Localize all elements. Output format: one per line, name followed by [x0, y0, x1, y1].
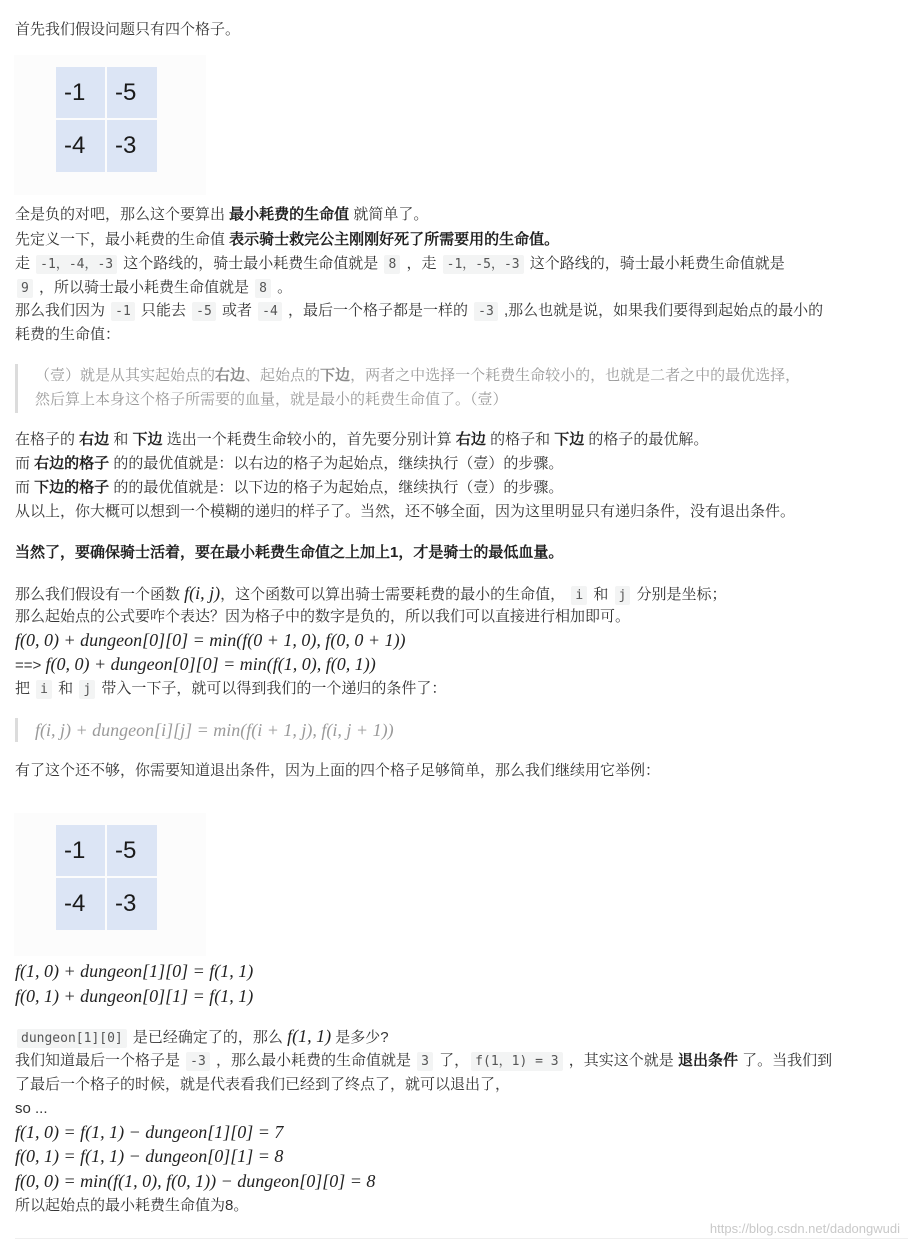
inline-code: f(1，1) = 3	[471, 1052, 562, 1071]
inline-code: 3	[417, 1052, 433, 1071]
bold-text: 右边	[215, 367, 246, 384]
blockquote-recursion-formula	[15, 718, 885, 742]
text-run: 把	[15, 680, 35, 697]
start-formula-intro	[15, 605, 630, 629]
bottom-divider	[15, 1238, 908, 1239]
text-run: 先定义一下，最小耗费的生命值	[15, 231, 230, 248]
dungeon-grid	[56, 825, 157, 930]
bold-text: 最小耗费的生命值	[229, 206, 350, 223]
text-run: ，所以骑士最小耗费生命值就是	[34, 279, 254, 296]
text-run: 了最后一个格子的时候，就是代表看我们已经到了终点了，就可以退出了，	[15, 1076, 511, 1093]
text-run: ,那么也就是说，如果我们要得到起始点的最小的	[499, 302, 824, 319]
grid-cell: -4	[56, 120, 105, 172]
inline-math: f(1, 0) + dungeon[1][0] = f(1, 1)	[15, 961, 254, 981]
text-run: ，走	[402, 255, 441, 272]
inline-code: j	[79, 680, 95, 699]
so-line	[15, 1097, 48, 1121]
text-run: 和	[54, 680, 78, 697]
inline-code: -1，-5，-3	[443, 255, 524, 274]
result-formula-3	[15, 1169, 375, 1193]
inline-math: f(0, 0) + dungeon[0][0] = min(f(1, 0), f(0, 1))	[45, 654, 376, 674]
text-run: ，这个函数可以算出骑士需要耗费的最小的生命值，	[220, 586, 570, 603]
text-run: 是已经确定了的，那么	[128, 1029, 288, 1046]
text-run: 的格子的最优解。	[584, 431, 709, 448]
text-run: 我们知道最后一个格子是	[15, 1052, 185, 1069]
inline-code: -3	[474, 302, 498, 321]
plus-one-note	[15, 541, 563, 565]
text-run: 而	[15, 455, 35, 472]
substitute-line	[15, 677, 446, 701]
inline-code: dungeon[1][0]	[17, 1029, 127, 1048]
route-line-1	[15, 252, 785, 276]
text-run: 和	[109, 431, 133, 448]
text-run: 那么我们假设有一个函数	[15, 586, 185, 603]
text-run: 。	[273, 279, 293, 296]
bold-text: 表示骑士救完公主刚刚好死了所需要用的生命值。	[229, 231, 560, 248]
text-run: ，那么最小耗费的生命值就是	[211, 1052, 416, 1069]
text-run: ，其实这个就是	[564, 1052, 678, 1069]
bold-text: 下边	[132, 431, 163, 448]
text-run: 的的最优值就是：以右边的格子为起始点，继续执行（壹）的步骤。	[109, 455, 564, 472]
route-line-2	[15, 276, 292, 300]
grid-cell: -1	[56, 825, 105, 876]
exit-formula-1	[15, 959, 253, 983]
text-run: 和	[589, 586, 613, 603]
text-run: 而	[15, 479, 35, 496]
inline-code: i	[36, 680, 52, 699]
inline-code: 9	[17, 279, 33, 298]
result-formula-1	[15, 1120, 283, 1144]
text-run: 从以上，你大概可以想到一个模糊的递归的样子了。当然，还不够全面，因为这里明显只有递归条件，没有退出条件。	[15, 503, 796, 520]
grid-cell: -1	[56, 67, 105, 118]
bold-text: 下边	[554, 431, 585, 448]
blockquote-step-one	[15, 364, 885, 413]
function-definition-line	[15, 581, 727, 605]
formula-line-1	[15, 628, 406, 652]
grid-figure-2	[14, 813, 206, 956]
conclusion-line	[15, 1194, 248, 1218]
bold-text: 下边的格子	[34, 479, 110, 496]
bold-text: 右边的格子	[34, 455, 110, 472]
neighbor-line-2	[15, 323, 120, 347]
inline-code: 8	[384, 255, 400, 274]
text-run: 了。当我们到	[737, 1052, 833, 1069]
inline-code: -5	[192, 302, 216, 321]
choose-line	[15, 428, 708, 452]
text-run: so ...	[15, 1100, 48, 1117]
definition-line	[15, 228, 559, 252]
text-run: 全是负的对吧，那么这个要算出	[15, 206, 230, 223]
quote-line-2	[35, 388, 508, 412]
down-cell-line	[15, 476, 563, 500]
bold-text: 退出条件	[677, 1052, 738, 1069]
text-run: 首先我们假设问题只有四个格子。	[15, 21, 241, 38]
watermark-url: https://blog.csdn.net/dadongwudi	[709, 1221, 900, 1236]
text-run: （壹）就是从其实起始点的	[35, 367, 216, 384]
inline-code: -1	[111, 302, 135, 321]
quote-line-1	[35, 364, 800, 388]
inline-code: -3	[186, 1052, 210, 1071]
bold-text: 右边	[455, 431, 486, 448]
text-run: ，最后一个格子都是一样的	[283, 302, 473, 319]
exit-intro-line	[15, 759, 660, 783]
grid-figure-1	[14, 55, 206, 195]
text-run: 这个路线的，骑士最小耗费生命值就是	[119, 255, 383, 272]
recursion-hint-line	[15, 500, 795, 524]
text-run: 选出一个耗费生命较小的，首先要分别计算	[162, 431, 456, 448]
inline-math: f(i, j) + dungeon[i][j] = min(f(i + 1, j), f(i, j + 1))	[35, 720, 394, 740]
inline-code: i	[571, 586, 587, 605]
neighbor-line-1	[15, 299, 823, 323]
text-run: 了，	[435, 1052, 470, 1069]
text-run: ==>	[15, 657, 46, 674]
text-run: 带入一下子，就可以得到我们的一个递归的条件了：	[97, 680, 447, 697]
inline-code: -4	[258, 302, 282, 321]
exit-condition-line-2	[15, 1073, 510, 1097]
exit-formula-2	[15, 984, 253, 1008]
inline-code: -1，-4，-3	[36, 255, 117, 274]
inline-math: f(i, j)	[184, 583, 221, 603]
text-run: 那么起始点的公式要咋个表达？因为格子中的数字是负的，所以我们可以直接进行相加即可。	[15, 608, 631, 625]
text-run: 然后算上本身这个格子所需要的血量，就是最小的耗费生命值了。（壹）	[35, 391, 508, 408]
right-cell-line	[15, 452, 563, 476]
grid-cell: -5	[107, 67, 157, 118]
f11-question-line	[15, 1024, 389, 1048]
text-run: 的的最优值就是：以下边的格子为起始点，继续执行（壹）的步骤。	[109, 479, 564, 496]
text-run: 只能去	[136, 302, 191, 319]
grid-cell: -3	[107, 120, 157, 172]
text-run: 有了这个还不够，你需要知道退出条件，因为上面的四个格子足够简单，那么我们继续用它举例：	[15, 762, 661, 779]
text-run: 走	[15, 255, 35, 272]
text-run: 所以起始点的最小耗费生命值为8。	[15, 1197, 249, 1214]
inline-math: f(0, 1) + dungeon[0][1] = f(1, 1)	[15, 986, 254, 1006]
text-run: ，两者之中选择一个耗费生命较小的，也就是二者之中的最优选择，	[350, 367, 801, 384]
text-run: 分别是坐标；	[632, 586, 727, 603]
text-run: 这个路线的，骑士最小耗费生命值就是	[525, 255, 785, 272]
summary-line	[15, 203, 428, 227]
quote-formula-line	[35, 718, 394, 742]
inline-math: f(0, 0) + dungeon[0][0] = min(f(0 + 1, 0), f(0, 0 + 1))	[15, 630, 406, 650]
grid-cell: -4	[56, 878, 105, 930]
dungeon-grid	[56, 67, 157, 172]
inline-math: f(0, 1) = f(1, 1) − dungeon[0][1] = 8	[15, 1146, 284, 1166]
grid-cell: -5	[107, 825, 157, 876]
bold-text: 下边	[320, 367, 351, 384]
inline-math: f(1, 1)	[287, 1026, 332, 1046]
inline-math: f(1, 0) = f(1, 1) − dungeon[1][0] = 7	[15, 1122, 284, 1142]
intro-paragraph	[15, 18, 240, 42]
exit-condition-line-1	[15, 1049, 832, 1073]
text-run: 那么我们因为	[15, 302, 110, 319]
result-formula-2	[15, 1144, 283, 1168]
inline-code: j	[615, 586, 631, 605]
text-run: 是多少?	[331, 1029, 389, 1046]
text-run: 耗费的生命值：	[15, 326, 121, 343]
grid-cell: -3	[107, 878, 157, 930]
bold-text: 当然了，要确保骑士活着，要在最小耗费生命值之上加上1，才是骑士的最低血量。	[15, 544, 564, 561]
text-run: 或者	[217, 302, 257, 319]
text-run: 就简单了。	[349, 206, 429, 223]
text-run: 的格子和	[485, 431, 555, 448]
bold-text: 右边	[79, 431, 110, 448]
text-run: 、起始点的	[245, 367, 321, 384]
text-run: 在格子的	[15, 431, 80, 448]
formula-line-2	[15, 652, 376, 676]
inline-code: 8	[255, 279, 271, 298]
inline-math: f(0, 0) = min(f(1, 0), f(0, 1)) − dungeon[0][0] = 8	[15, 1171, 376, 1191]
